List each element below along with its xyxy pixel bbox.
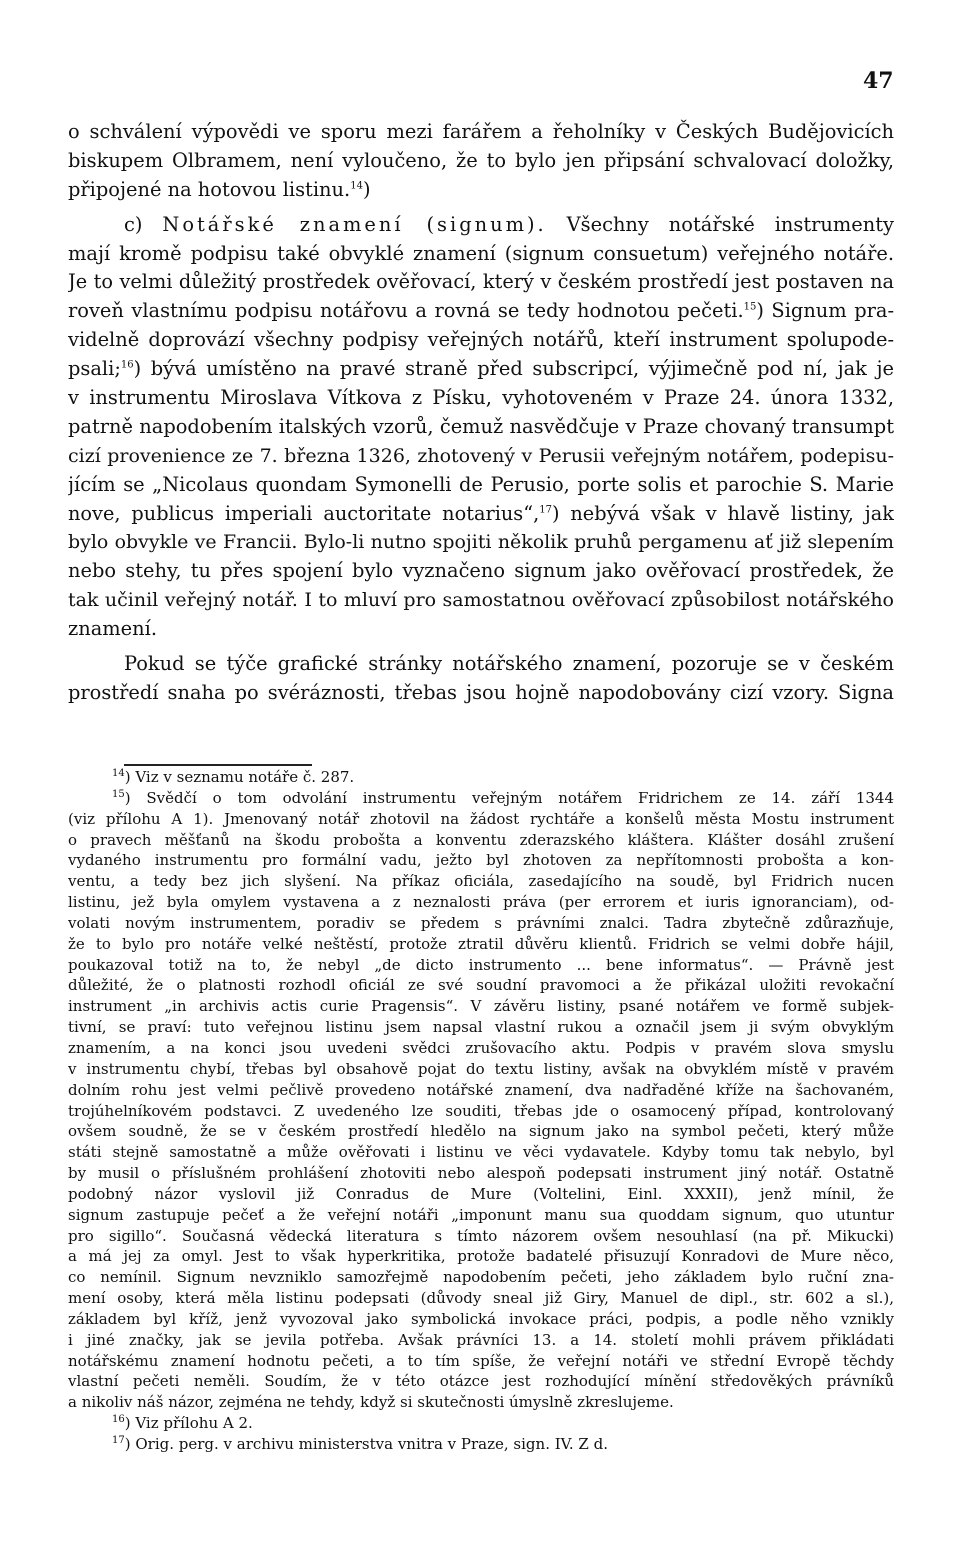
body-text [68,118,894,708]
section-term: Notářské znamení (signum). [162,212,547,236]
text-line: připojené na hotovou listinu.$^{14}$) [68,177,371,201]
footnote-line: důležité, že o platnosti rozhodl oficiál ze své soudní pravomoci a že přikázal uložiti revokační [68,976,894,995]
footnote-line: co nemínil. Signum nevzniklo samozřejmě napodobením pečeti, jeho základem bylo ruční zna- [68,1268,894,1287]
footnote-ref: 14 [350,180,363,192]
footnote-line: listinu, jež byla omylem vystavena a z neznalosti práva (per errorem et iuris ignoranciam), od- [68,893,894,912]
text-line: mají kromě podpisu také obvyklé znamení (signum consuetum) veřejného notáře. [68,241,894,265]
footnote-line: pro sigillo“. Současná vědecká literatura s tímto názorem ovšem nesouhlasí (na př. Mikucki) [68,1226,894,1245]
footnote-line: notářskému znamení hodnotu pečeti, a to tím spíše, že veřejní notáři ve střední Evropě těchdy [68,1351,894,1370]
text-line: Pokud se týče grafické stránky notářského znamení, pozoruje se v českém [124,652,894,676]
footnote-17: $^{17}$) Orig. perg. v archivu ministerstva vnitra v Praze, sign. IV. Z d. [112,1435,608,1453]
footnote-line: ovšem soudně, že se v českém prostředí hledělo na signum jako na symbol pečeti, který může [68,1122,894,1141]
text-line: tak učinil veřejný notář. I to mluví pro samostatnou ověřovací způsobilost notářského [68,589,894,612]
footnote-15: $^{15}$) Svědčí o tom odvolání instrumentu veřejným notářem Fridrichem ze 14. září 1344 [112,788,894,807]
text-line: biskupem Olbramem, není vyloučeno, že to bylo jen připsání schvalovací doložky, [68,148,894,172]
footnotes [68,767,894,1455]
text-line: cizí provenience ze 7. března 1326, zhotovený v Perusii veřejným notářem, podepisu- [68,444,894,467]
footnote-line: znamením, a na konci jsou uvedeni svědci zrušovacího aktu. Podpis v pravém slova smyslu [68,1038,894,1057]
text-line: v instrumentu Miroslava Vítkova z Písku, vyhotoveném v Praze 24. února 1332, [68,386,894,410]
footnote-line: a nikoliv náš názor, zejména ne tehdy, když si skutečnosti úmyslně zkreslujeme. [68,1393,674,1412]
footnote-ref: 15 [743,301,757,313]
footnote-line: v instrumentu chybí, třebas byl obsahově pojat do textu listiny, avšak na obvyklém místě v pravém [68,1059,894,1078]
text-line: nebo stehy, tu přes spojení bylo vyznačeno signum jako ověřovací prostředek, že [68,559,894,583]
footnote-line: vydaného instrumentu pro formální vadu, ježto byl zhotoven za nepřítomnosti probošta a kon- [68,851,894,870]
footnote-line: státi stejně samostatně a může ověřovati i listinu ve věci vydavatele. Kdyby tomu tak nebylo, byl [68,1143,894,1162]
footnote-14: $^{14}$) Viz v seznamu notáře č. 287. [112,768,355,786]
footnote-line: ventu, a tedy bez jich slyšení. Na příkaz oficiála, zasedajícího na soudě, byl Fridrich nucen [68,872,894,891]
text-line: o schválení výpovědi ve sporu mezi farářem a řeholníky v Českých Budějovicích [68,120,894,143]
text-line: nove, publicus imperiali auctoritate notarius“,$^{17}$) nebývá však v hlavě listiny, jak [68,501,894,525]
footnote-line: základem byl kříž, jenž vyvozoval jako symbolická invokace práci, podpis, a podle něho vznikly [68,1309,894,1328]
text-line: psali;$^{16}$) bývá umístěno na pravé straně před subscripcí, výjimečně pod ní, jak je [68,357,894,381]
footnote-line: že to bylo pro notáře velké neštěstí, protože ztratil důvěru klientů. Fridrich se velmi dobře hájil, [68,934,894,953]
footnote-line: podobný názor vyslovil již Conradus de Mure (Voltelini, Einl. XXXII), jenž mínil, že [68,1184,894,1203]
page-number: 47 [863,68,894,94]
footnote-line: vlastní pečeti neměli. Soudím, že v této otázce jest rozhodující mínění středověkých právníků [68,1372,894,1391]
footnote-line: instrument „in archivis actis curie Pragensis“. V závěru listiny, psané notářem ve formě subjek- [68,997,894,1016]
footnote-line: poukazoval totiž na to, že nebyl „de dicto instrumento ... bene informatus“. — Právně jest [68,955,894,974]
text-line: znamení. [68,617,157,641]
text-line: patrně napodobením italských vzorů, čemuž nasvědčuje v Praze chovaný transumpt [68,414,894,438]
text-line: bylo obvykle ve Francii. Bylo-li nutno spojiti několik pruhů pergamenu ať již slepením [68,531,894,554]
footnote-line: tivní, se praví: tuto veřejnou listinu jsem napsal vlastní rukou a označil jsem ji svým obvyklým [68,1018,894,1037]
footnote-line: trojúhelníkovém podstavci. Z uvedeného lze souditi, třebas jde o osamocený případ, kontrolovaný [68,1101,894,1120]
footnote-line: (viz přílohu A 1). Jmenovaný notář zhotovil na žádost rychtáře a konšelů města Mostu instrument [68,809,894,828]
footnote-line: volati novým instrumentem, poradiv se předem s právními znalci. Tadra zbytečně zdůrazňuje, [68,913,894,932]
text-line: prostředí snaha po svéráznosti, třebas jsou hojně napodobovány cizí vzory. Signa [68,680,894,704]
footnote-line: signum zastupuje pečeť a že veřejní notáři „imponunt manu sua quoddam signum, quo utuntur [68,1205,894,1224]
footnote-ref: 17 [539,504,552,516]
text-line: jícím se „Nicolaus quondam Symonelli de Perusio, porte solis et parochie S. Marie [68,472,894,496]
text-line: roveň vlastnímu podpisu notářovu a rovná se tedy hodnotou pečeti.$^{15}$) Signum pra- [68,299,894,323]
footnote-line: a má jej za omyl. Jest to však hyperkritika, protože badatelé přisuzují Konradovi de Mure něco, [68,1247,894,1266]
section-label: c) [124,212,143,236]
text-line: Je to velmi důležitý prostředek ověřovací, který v českém prostředí jest postaven na [68,270,894,294]
footnote-line: o pravech měšťanů na škodu proboštа a konventu zderazského kláštera. Klášter dosáhl zrušení [68,830,894,849]
text-line: videlně doprovází všechny podpisy veřejných notářů, kteří instrument spolupode- [68,328,894,352]
footnote-line: i jiné značky, jak se jevila potřeba. Avšak právníci 13. a 14. století mohli právem přikládati [68,1330,894,1349]
footnote-line: by musil o příslušném prohlášení zhotoviti nebo alespoň podepsati instrument jiný notář. Ostatně [68,1164,894,1183]
footnote-line: dolním rohu jest velmi pečlivě provedeno notářské znamení, dva nadřaděné kříže na šachovaném, [68,1080,894,1099]
section-heading-line: c) Notářské znamení (signum). Všechny notářské instrumenty [124,212,894,236]
footnote-line: mení osoby, která měla listinu podepsati (důvody sneal již Giry, Manuel de dipl., str. 602 a sl.), [68,1289,894,1308]
footnote-16: $^{16}$) Viz přílohu A 2. [112,1414,253,1433]
footnote-ref: 16 [120,359,134,371]
footnote-divider [124,764,312,766]
